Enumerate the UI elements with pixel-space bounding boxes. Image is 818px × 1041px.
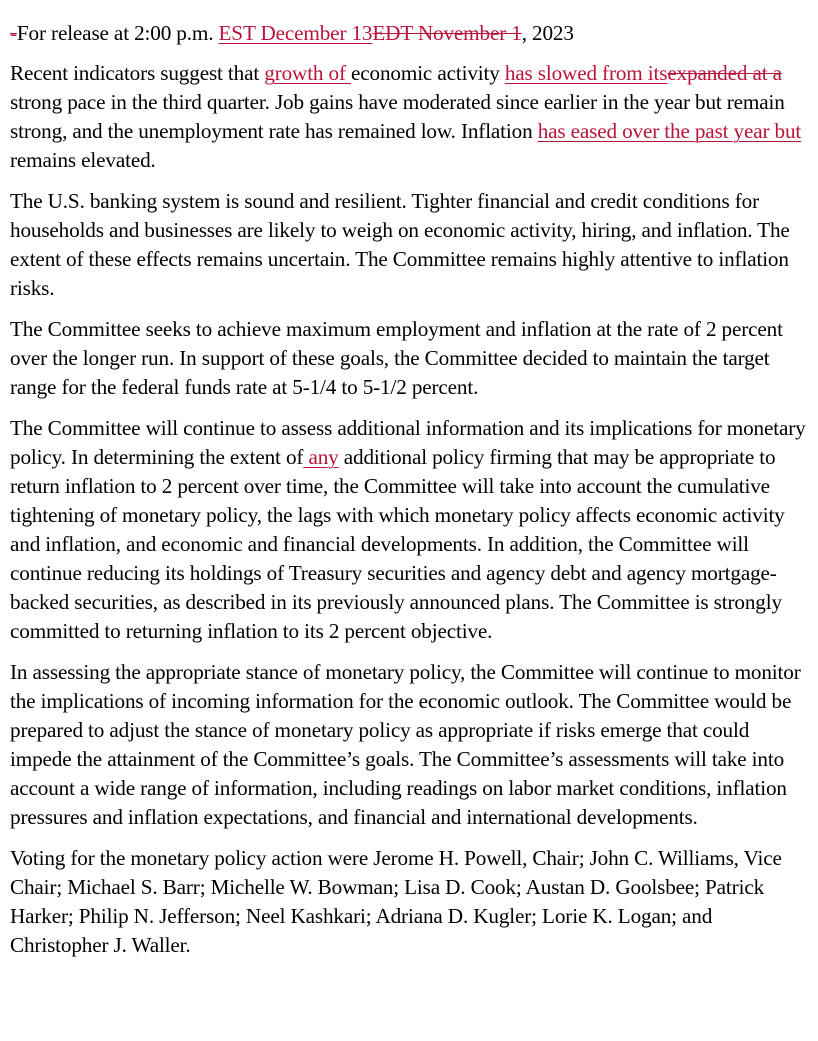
text-segment: The U.S. banking system is sound and resilient. Tighter financial and credit conditions for households and businesses are likely to weigh on economic activity, hiring, and inflation. The extent of these effects remains uncertain. The Committee remains highly attentive to inflation risks. xyxy=(10,189,790,300)
paragraph-policy-firming xyxy=(10,414,808,646)
text-segment: The Committee will continue to assess additional information and its implications for monetary policy. In determining the extent of xyxy=(10,416,806,469)
deleted-text: expanded at a xyxy=(667,61,782,85)
text-segment: The Committee seeks to achieve maximum employment and inflation at the rate of 2 percent over the longer run. In support of these goals, the Committee decided to maintain the target range for the federal funds rate at 5-1/4 to 5-1/2 percent. xyxy=(10,317,783,399)
text-segment: In assessing the appropriate stance of monetary policy, the Committee will continue to monitor the implications of incoming information for the economic outlook. The Committee would be prepared to adjust the stance of monetary policy as appropriate if risks emerge that could impede the attainment of the Committee’s goals. The Committee’s assessments will take into account a wide range of information, including readings on labor market conditions, inflation pressures and inflation expectations, and financial and international developments. xyxy=(10,660,801,829)
text-segment: additional policy firming that may be appropriate to return inflation to 2 percent over time, the Committee will take into account the cumulative tightening of monetary policy, the lags with which monetary policy affects economic activity and inflation, and economic and financial developments. In addition, the Committee will continue reducing its holdings of Treasury securities and agency debt and agency mortgage-backed securities, as described in its previously announced plans. The Committee is strongly committed to returning inflation to its 2 percent objective. xyxy=(10,445,785,643)
paragraph-target-range xyxy=(10,315,808,402)
inserted-text: growth of xyxy=(264,61,352,85)
text-segment: Recent indicators suggest that xyxy=(10,61,265,85)
paragraph-banking-system xyxy=(10,187,808,303)
inserted-text: has slowed from its xyxy=(504,61,668,85)
text-segment: economic activity xyxy=(351,61,505,85)
inserted-release-date: EST December 13 xyxy=(218,21,373,45)
text-segment: strong pace in the third quarter. Job gains have moderated since earlier in the year but remain strong, and the unemployment rate has remained low. Inflation xyxy=(10,90,785,143)
release-date-line xyxy=(10,19,808,48)
paragraph-economic-activity xyxy=(10,59,808,175)
paragraph-voting-members xyxy=(10,844,808,960)
deleted-release-date: EDT November 1 xyxy=(372,21,522,45)
deleted-mark: - xyxy=(10,21,17,45)
inserted-text: has eased over the past year but xyxy=(537,119,802,143)
paragraph-policy-stance xyxy=(10,658,808,832)
inserted-text: any xyxy=(303,445,339,469)
release-prefix: For release at 2:00 p.m. xyxy=(16,21,219,45)
release-year: , 2023 xyxy=(521,21,574,45)
text-segment: remains elevated. xyxy=(10,148,156,172)
text-segment: Voting for the monetary policy action were Jerome H. Powell, Chair; John C. Williams, Vice Chair; Michael S. Barr; Michelle W. Bowman; Lisa D. Cook; Austan D. Goolsbee; Patrick Harker; Philip N. Jefferson; Neel Kashkari; Adriana D. Kugler; Lorie K. Logan; and Christopher J. Waller. xyxy=(10,846,782,957)
